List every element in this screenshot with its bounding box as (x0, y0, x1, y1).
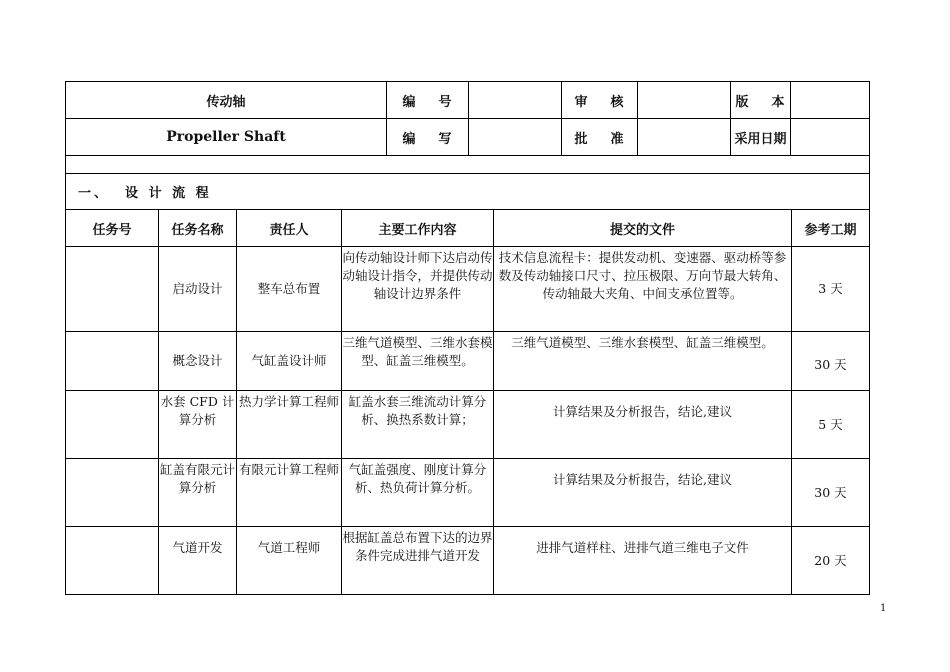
task-content: 三维气道模型、三维水套模型、缸盖三维模型。 (342, 332, 494, 391)
col-owner: 责任人 (237, 210, 342, 247)
task-no (66, 332, 159, 391)
task-name: 概念设计 (159, 332, 237, 391)
header-table (65, 81, 870, 210)
col-task-no: 任务号 (66, 210, 159, 247)
task-no (66, 247, 159, 332)
title-en: Propeller Shaft (66, 119, 387, 156)
task-period: 30 天 (792, 459, 870, 527)
task-name: 启动设计 (159, 247, 237, 332)
review-value (638, 82, 731, 119)
table-row (66, 527, 870, 595)
col-task-name: 任务名称 (159, 210, 237, 247)
task-name: 缸盖有限元计算分析 (159, 459, 237, 527)
task-period: 3 天 (792, 247, 870, 332)
version-value (791, 82, 870, 119)
task-docs: 进排气道样柱、进排气道三维电子文件 (494, 527, 792, 595)
task-owner: 热力学计算工程师 (237, 391, 342, 459)
page-number: 1 (880, 603, 887, 614)
task-content: 向传动轴设计师下达启动传动轴设计指令，并提供传动轴设计边界条件 (342, 247, 494, 332)
task-owner: 整车总布置 (237, 247, 342, 332)
task-no (66, 527, 159, 595)
table-row (66, 332, 870, 391)
version-label: 版 本 (731, 82, 791, 119)
task-period: 5 天 (792, 391, 870, 459)
table-row (66, 459, 870, 527)
date-value (791, 119, 870, 156)
process-table (65, 209, 870, 595)
title-cn: 传动轴 (66, 82, 387, 119)
col-docs: 提交的文件 (494, 210, 792, 247)
task-period: 20 天 (792, 527, 870, 595)
task-period: 30 天 (792, 332, 870, 391)
task-name: 水套 CFD 计算分析 (159, 391, 237, 459)
task-no (66, 459, 159, 527)
task-docs: 技术信息流程卡：提供发动机、变速器、驱动桥等参数及传动轴接口尺寸、拉压极限、万向节最大转角、传动轴最大夹角、中间支承位置等。 (494, 247, 792, 332)
author-value (469, 119, 562, 156)
table-row (66, 391, 870, 459)
col-content: 主要工作内容 (342, 210, 494, 247)
spacer-row (66, 156, 870, 174)
task-content: 气缸盖强度、刚度计算分析、热负荷计算分析。 (342, 459, 494, 527)
section-title: 一、 设 计 流 程 (66, 174, 870, 210)
task-owner: 有限元计算工程师 (237, 459, 342, 527)
task-owner: 气缸盖设计师 (237, 332, 342, 391)
task-owner: 气道工程师 (237, 527, 342, 595)
number-value (469, 82, 562, 119)
review-label: 审 核 (562, 82, 638, 119)
task-docs: 计算结果及分析报告，结论,建议 (494, 459, 792, 527)
task-content: 缸盖水套三维流动计算分析、换热系数计算； (342, 391, 494, 459)
task-content: 根据缸盖总布置下达的边界条件完成进排气道开发 (342, 527, 494, 595)
number-label: 编 号 (387, 82, 469, 119)
author-label: 编 写 (387, 119, 469, 156)
task-docs: 计算结果及分析报告，结论,建议 (494, 391, 792, 459)
col-period: 参考工期 (792, 210, 870, 247)
task-name: 气道开发 (159, 527, 237, 595)
date-label: 采用日期 (731, 119, 791, 156)
task-no (66, 391, 159, 459)
task-docs: 三维气道模型、三维水套模型、缸盖三维模型。 (494, 332, 792, 391)
approve-label: 批 准 (562, 119, 638, 156)
table-row (66, 247, 870, 332)
approve-value (638, 119, 731, 156)
